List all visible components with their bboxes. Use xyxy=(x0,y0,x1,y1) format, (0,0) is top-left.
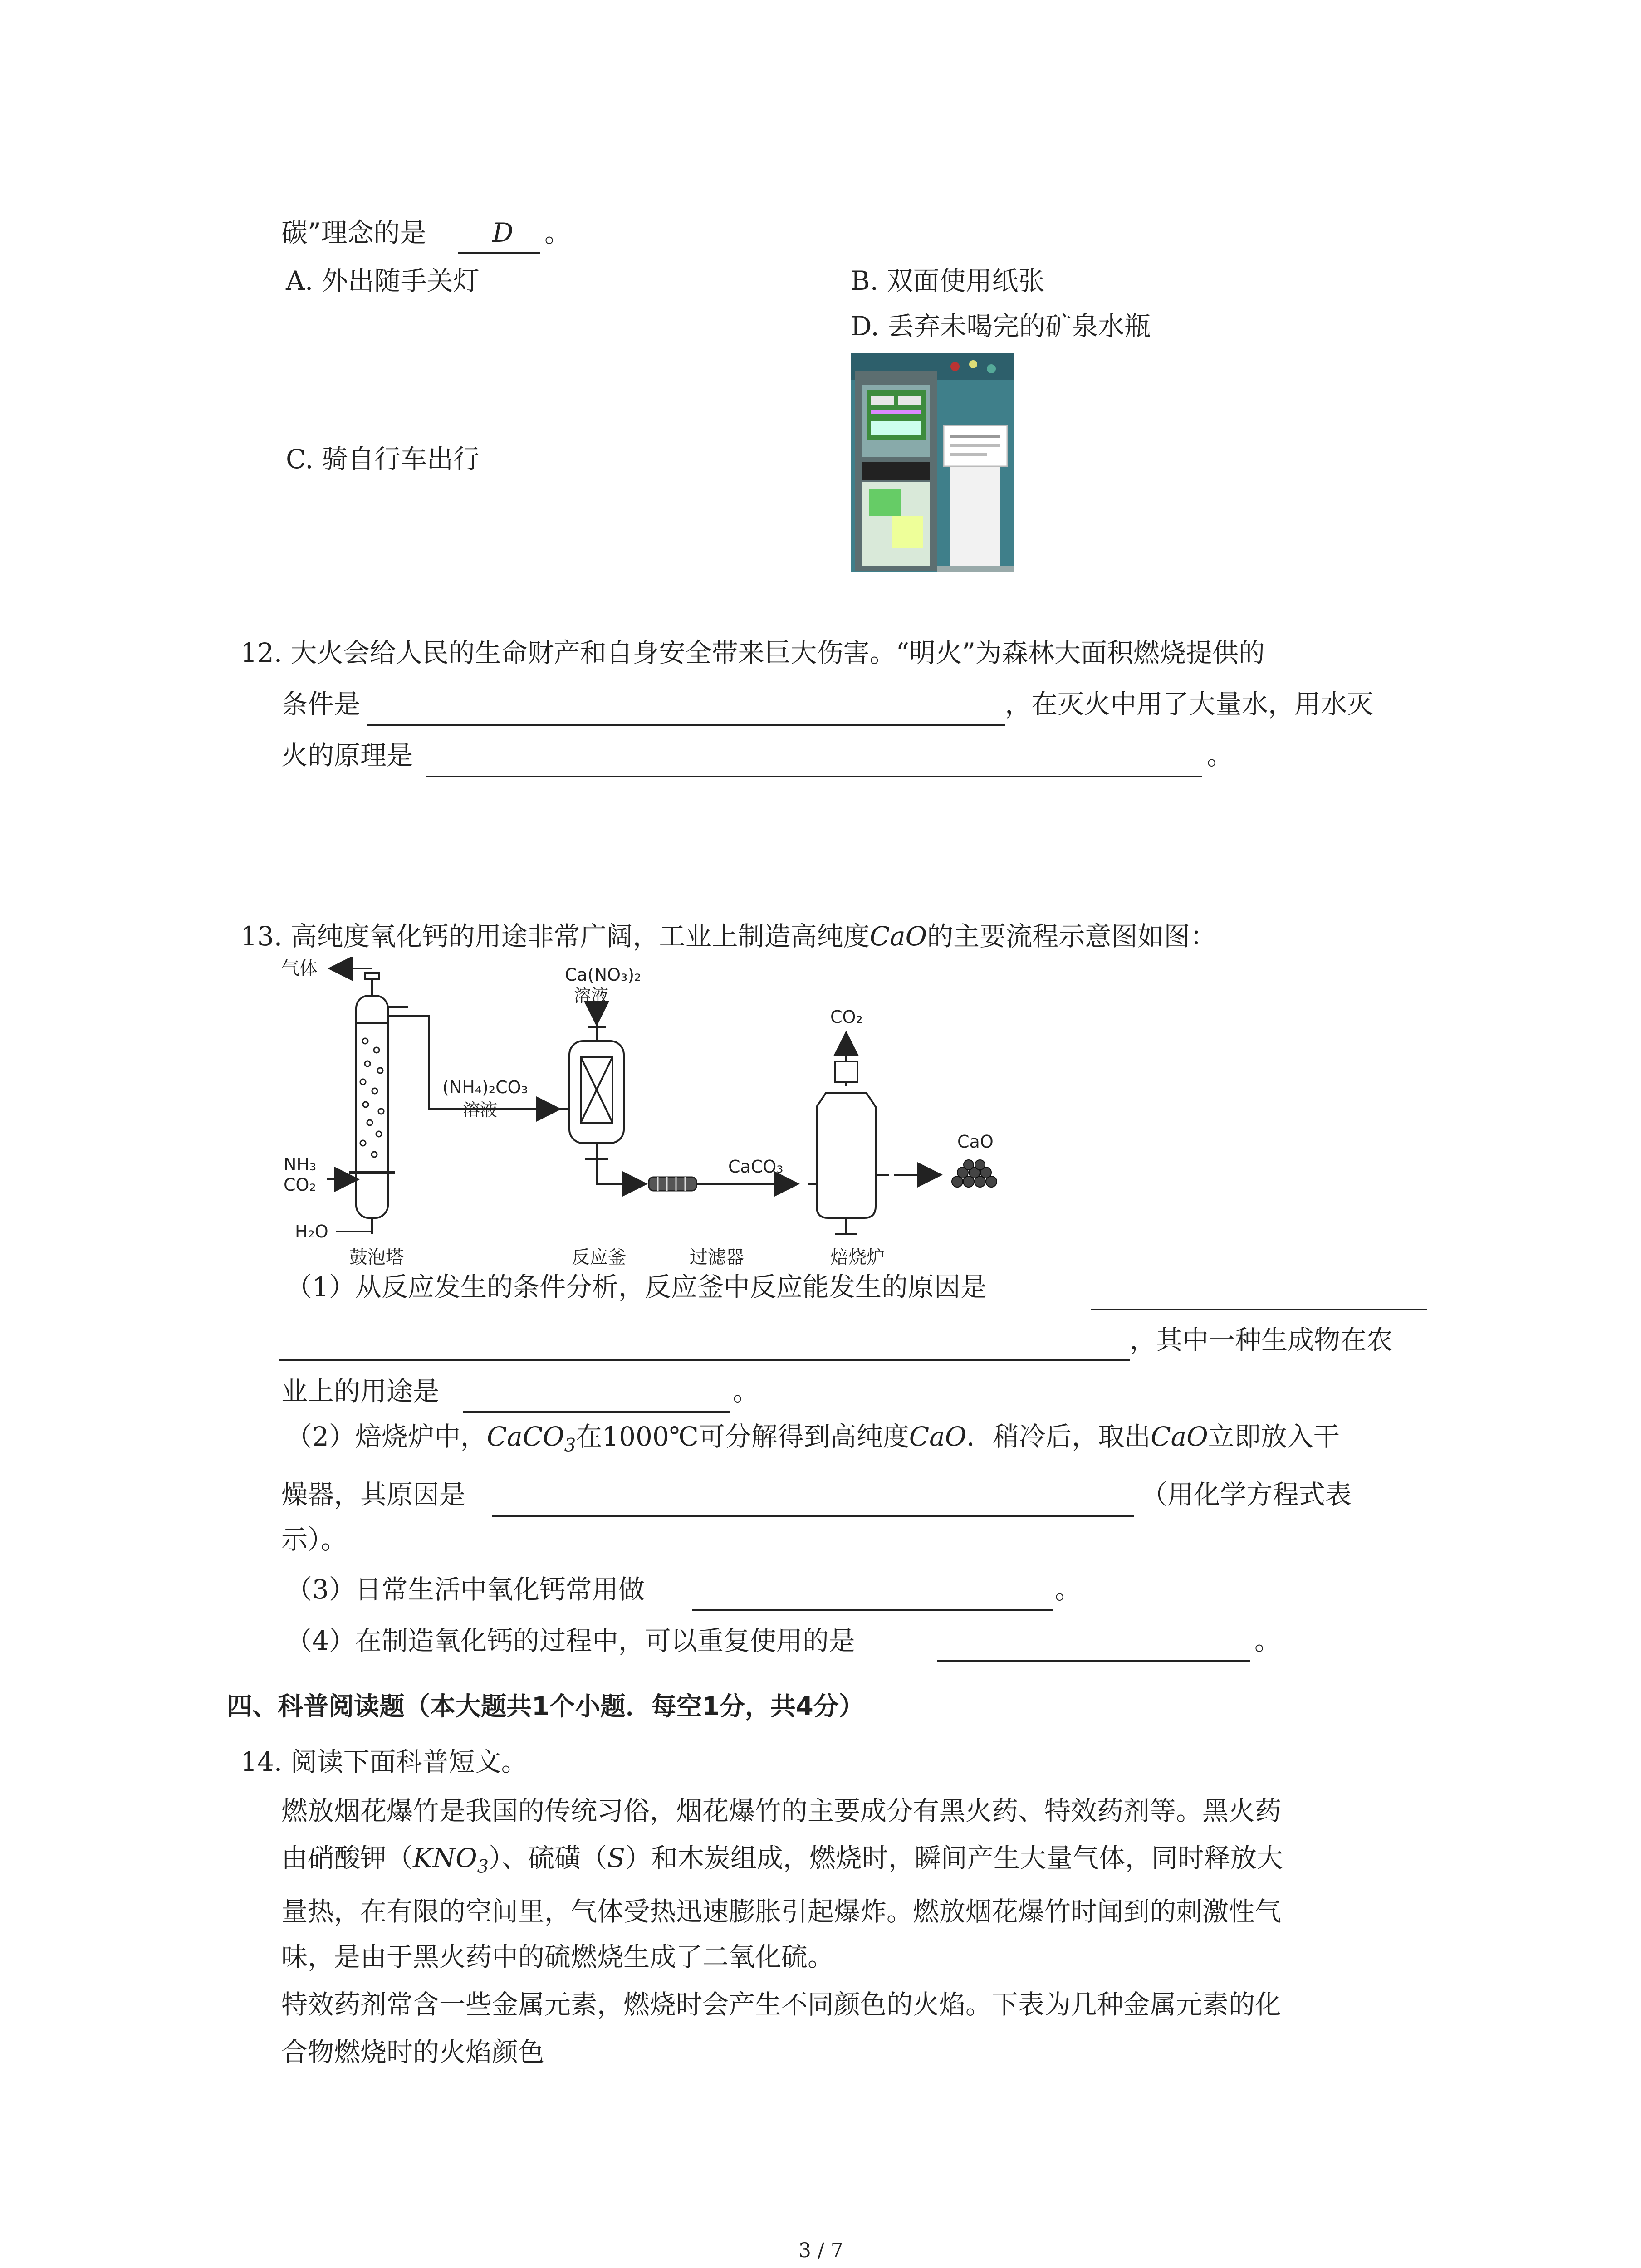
process-flow-diagram xyxy=(272,957,1025,1270)
q11-option-c: C. 骑自行车出行 xyxy=(286,444,480,474)
q11-line-suffix: 。 xyxy=(544,217,571,248)
label-furnace: 焙烧炉 xyxy=(830,1247,885,1268)
label-solution-2: 溶液 xyxy=(463,1100,498,1120)
q13-blank-equation xyxy=(492,1515,1134,1517)
q12-line2-prefix: 条件是 xyxy=(281,689,361,719)
label-solution-1: 溶液 xyxy=(574,986,609,1006)
label-cao: CaO xyxy=(957,1132,994,1152)
label-filter: 过滤器 xyxy=(690,1247,744,1268)
q13-p4-end: 。 xyxy=(1254,1625,1281,1656)
q12-line1: 12. 大火会给人民的生命财产和自身安全带来巨大伤害。“明火”为森林大面积燃烧提供的 xyxy=(240,637,1265,668)
q13-p3: （3）日常生活中氧化钙常用做 xyxy=(286,1574,645,1605)
q14-line3: 由硝酸钾$(KNO_3)$、硫磺（S）和木炭组成，燃烧时，瞬间产生大量气体，同时释放大 xyxy=(281,1843,1283,1877)
label-h2o: H₂O xyxy=(295,1222,328,1242)
q12-line2-suffix: ，在灭火中用了大量水，用水灭 xyxy=(1005,689,1374,719)
q13-blank-reason-cont xyxy=(279,1359,1130,1361)
q14-line4: 量热，在有限的空间里，气体受热迅速膨胀引起爆炸。燃放烟花爆竹时闻到的刺激性气 xyxy=(281,1896,1282,1927)
q14-line2: 燃放烟花爆竹是我国的传统习俗，烟花爆竹的主要成分有黑火药、特效药剂等。黑火药 xyxy=(281,1795,1282,1826)
q12-blank-condition xyxy=(367,724,1005,726)
label-nh4co3: (NH₄)₂CO₃ xyxy=(442,1077,528,1097)
q13-blank-agri-use xyxy=(463,1411,730,1413)
q13-p2-line2-suffix: （用化学方程式表 xyxy=(1141,1479,1352,1510)
q14-line1: 14. 阅读下面科普短文。 xyxy=(240,1746,528,1777)
q13-intro: 13. 高纯度氧化钙的用途非常广阔，工业上制造高纯度CaO的主要流程示意图如图： xyxy=(240,921,1217,952)
cao-pellets xyxy=(952,1160,997,1187)
q12-line3-prefix: 火的原理是 xyxy=(281,740,413,771)
label-nh3: NH₃ xyxy=(284,1154,317,1174)
q13-p2-line3: 示）。 xyxy=(281,1524,348,1555)
furnace xyxy=(808,1061,889,1234)
q13-p1-line1: （1）从反应发生的条件分析，反应釜中反应能发生的原因是 xyxy=(286,1271,987,1302)
section4-heading: 四、科普阅读题（本大题共1个小题．每空1分，共4分） xyxy=(227,1692,864,1721)
q13-p2-line2: 燥器，其原因是 xyxy=(281,1479,466,1510)
q14-line7: 合物燃烧时的火焰颜色 xyxy=(281,2037,545,2068)
q14-line6: 特效药剂常含一些金属元素，燃烧时会产生不同颜色的火焰。下表为几种金属元素的化 xyxy=(281,1989,1282,2020)
q13-p1-end: 。 xyxy=(733,1376,759,1407)
q11-answer: D xyxy=(492,217,514,248)
q12-blank-principle xyxy=(426,776,1202,777)
filter xyxy=(649,1177,696,1191)
q11-option-a: A. 外出随手关灯 xyxy=(286,265,480,296)
q12-line3-suffix: 。 xyxy=(1207,740,1234,771)
q14-line5: 味，是由于黑火药中的硫燃烧生成了二氧化硫。 xyxy=(281,1941,834,1972)
q13-blank-reusable xyxy=(937,1660,1250,1662)
label-gas: 气体 xyxy=(281,958,318,979)
label-co2-in: CO₂ xyxy=(284,1175,316,1195)
q13-p1-line2: ，其中一种生成物在农 xyxy=(1130,1325,1393,1355)
q13-p3-end: 。 xyxy=(1055,1574,1082,1605)
label-cano3: Ca(NO₃)₂ xyxy=(565,965,642,985)
q11-option-d: D. 丢弃未喝完的矿泉水瓶 xyxy=(851,311,1151,342)
q13-p2-line1: （2）焙烧炉中，CaCO$_3$在1000℃可分解得到高纯度CaO．稍冷后，取出CaO立即放入干 xyxy=(286,1421,1340,1456)
reactor xyxy=(558,1025,624,1159)
q13-p1-line3: 业上的用途是 xyxy=(281,1376,440,1407)
q13-p4: （4）在制造氧化钙的过程中，可以重复使用的是 xyxy=(286,1625,855,1656)
label-caco3: CaCO₃ xyxy=(728,1157,784,1177)
recycling-machine-photo xyxy=(851,353,1014,572)
q11-option-b: B. 双面使用纸张 xyxy=(851,265,1045,296)
label-co2-out: CO₂ xyxy=(830,1007,863,1027)
q11-line-prefix: 碳”理念的是 xyxy=(281,217,426,248)
q13-blank-reason xyxy=(1091,1309,1427,1310)
q11-answer-blank xyxy=(458,252,540,254)
page-number: 3 / 7 xyxy=(798,2239,843,2262)
q13-blank-usage xyxy=(692,1609,1053,1611)
label-reactor: 反应釜 xyxy=(572,1247,626,1268)
bubble-tower xyxy=(349,973,395,1234)
label-bubble-tower: 鼓泡塔 xyxy=(349,1247,404,1268)
